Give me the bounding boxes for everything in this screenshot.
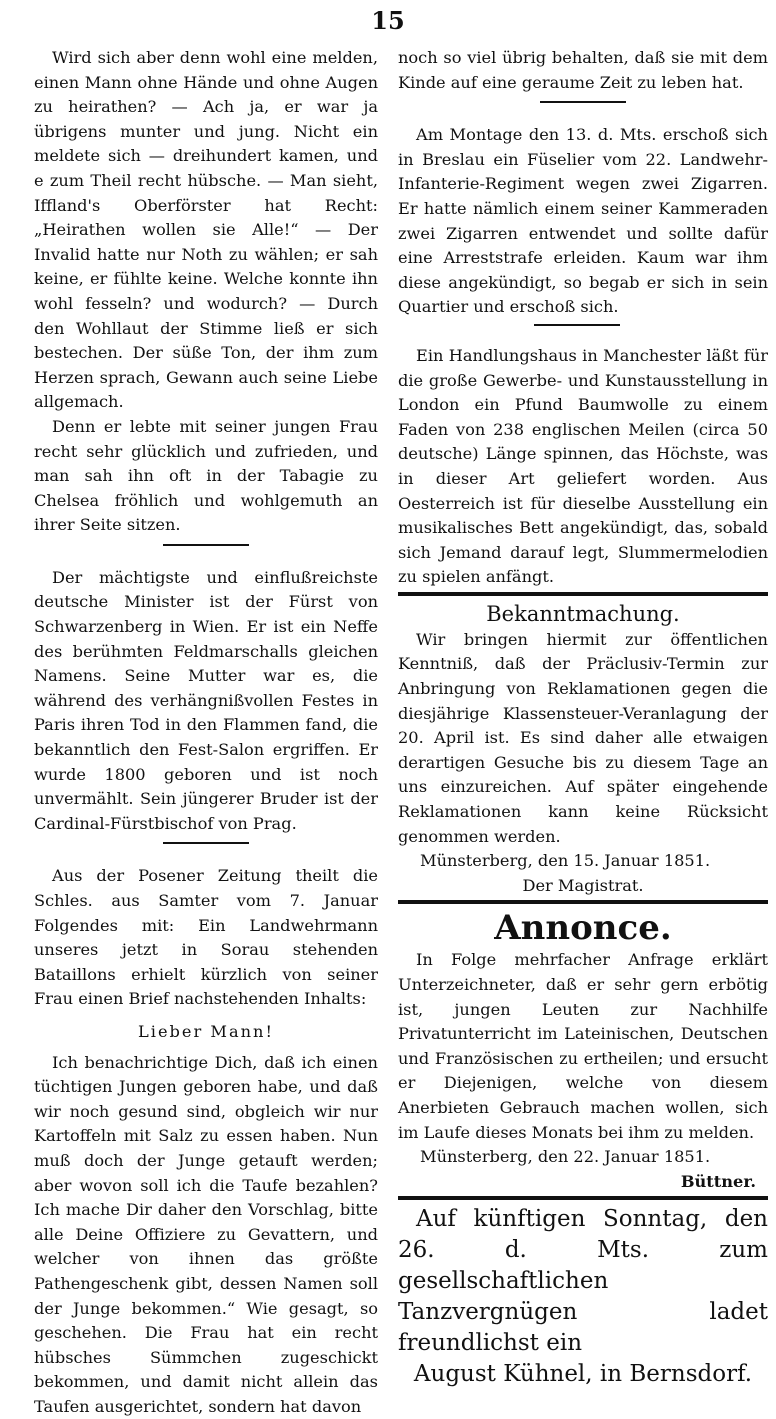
notice-title: Bekanntmachung. (486, 601, 680, 626)
page-number: 15 (371, 6, 405, 35)
story-invalid-marriage-ending: Denn er lebte mit seiner jungen Frau recht sehr glücklich und zufrieden, und man sah ihn oft in der Tabagie zu Chelsea fröhlich und wohlgemuth an ihrer Seite sitzen. (34, 416, 378, 535)
letter-greeting: Lieber Mann! (138, 1021, 274, 1041)
right-column (398, 46, 768, 1390)
annonce-signature: Büttner. (680, 1171, 756, 1191)
story-posen-continuation: noch so viel übrig behalten, daß sie mit dem Kinde auf eine geraume Zeit zu leben hat. (398, 48, 768, 92)
notice-signature: Der Magistrat. (522, 875, 644, 895)
section-divider (163, 544, 249, 546)
ad-divider (398, 1196, 768, 1200)
story-breslau-fusilier: Am Montage den 13. d. Mts. erschoß sich in Breslau ein Füselier vom 22. Landwehr-Infanterie-Regiment wegen zwei Zigarren. Er hatte nämlich einem seiner Kammeraden zwei Zigarren entwendet und sollte dafür eine Arreststrafe erleiden. Kaum war ihm diese angekündigt, so begab er sich in sein Quartier und erschoß sich. (398, 125, 768, 317)
section-divider (540, 101, 626, 103)
notice-divider (398, 592, 768, 596)
letter-body: Ich benachrichtige Dich, daß ich einen tüchtigen Jungen geboren habe, und daß wir noch gesund sind, obgleich wir nur Kartoffeln mit Salz zu essen haben. Nun muß doch der Junge getauft werden; aber wovon soll ich die Taufe bezahlen? Ich mache Dir daher den Vorschlag, bitte alle Deine Offiziere zu Gevattern, und welcher von ihnen das größte Pathengeschenk gibt, dessen Namen soll der Junge bekommen.“ Wie gesagt, so geschehen. Die Frau hat ein recht hübsches Sümmchen zugeschickt bekommen, und damit nicht allein das Taufen ausgerichtet, sondern hat davon (34, 1052, 378, 1416)
annonce-title: Annonce. (494, 908, 672, 949)
story-invalid-marriage: Wird sich aber denn wohl eine melden, einen Mann ohne Hände und ohne Augen zu heirathen? — Ach ja, er war ja übrigens munter und jung. Nicht ein meldete sich — dreihundert kamen, und e zum Theil recht hübsche. — Man sieht, Iffland's Oberförster hat Recht: „Heirathen wollen sie Alle!“ — Der Invalid hatte nur Noth zu wählen; er sah keine, er fühlte keine. Welche konnte ihn wohl fesseln? und wodurch? — Durch den Wohllaut der Stimme ließ er sich bestechen. Der süße Ton, der ihm zum Herzen sprach, Gewann auch seine Liebe allgemach. (34, 48, 378, 412)
section-divider (163, 842, 249, 844)
section-divider (534, 324, 620, 326)
notice-body: Wir bringen hiermit zur öffentlichen Kenntniß, daß der Präclusiv-Termin zur Anbringung von Reklamationen gegen die diesjährige Klassensteuer-Veranlagung der 20. April ist. Es sind daher alle etwaigen derartigen Gesuche bis zu diesem Tage an uns einzureichen. Auf später eingehende Reklamationen kann keine Rücksicht genommen werden. (398, 629, 768, 846)
annonce-divider (398, 900, 768, 904)
story-manchester-exhibition: Ein Handlungshaus in Manchester läßt für die große Gewerbe- und Kunstausstellung in London ein Pfund Baumwolle zu einem Faden von 238 englischen Meilen (circa 50 deutsche) Länge spinnen, das Höchste, was in dieser Art geliefert worden. Aus Oesterreich ist für dieselbe Ausstellung ein musikalisches Bett angekündigt, das, sobald sich Jemand darauf legt, Slummermelodien zu spielen anfängt. (398, 345, 768, 587)
dance-ad-text: Auf künftigen Sonntag, den 26. d. Mts. zum gesellschaftlichen Tanzvergnügen ladet freundlichst ein (398, 1206, 768, 1357)
annonce-body: In Folge mehrfacher Anfrage erklärt Unterzeichneter, daß er sehr gern erbötig ist, jungen Leuten zur Nachhilfe Privatunterricht im Lateinischen, Deutschen und Französischen zu ertheilen; und ersucht er Diejenigen, welche von diesem Anerbieten Gebrauch machen wollen, sich im Laufe dieses Monats bei ihm zu melden. (398, 950, 768, 1142)
annonce-date: Münsterberg, den 22. Januar 1851. (420, 1147, 711, 1167)
story-schwarzenberg: Der mächtigste und einflußreichste deutsche Minister ist der Fürst von Schwarzenberg in Wien. Er ist ein Neffe des berühmten Feldmarschalls gleichen Namens. Seine Mutter war es, die während des verhängnißvollen Festes in Paris ihren Tod in den Flammen fand, die bekanntlich den Fest-Salon ergriffen. Er wurde 1800 geboren und ist noch unvermählt. Sein jüngerer Bruder ist der Cardinal-Fürstbischof von Prag. (34, 567, 378, 833)
story-posen-intro: Aus der Posener Zeitung theilt die Schles. aus Samter vom 7. Januar Folgendes mit: Ein Landwehrmann unseres jetzt in Sorau stehenden Bataillons erhielt kürzlich von seiner Frau einen Brief nachstehenden Inhalts: (34, 866, 378, 1009)
left-column (34, 46, 378, 1419)
notice-date: Münsterberg, den 15. Januar 1851. (420, 851, 711, 871)
dance-ad-signature: August Kühnel, in Bernsdorf. (413, 1361, 753, 1388)
